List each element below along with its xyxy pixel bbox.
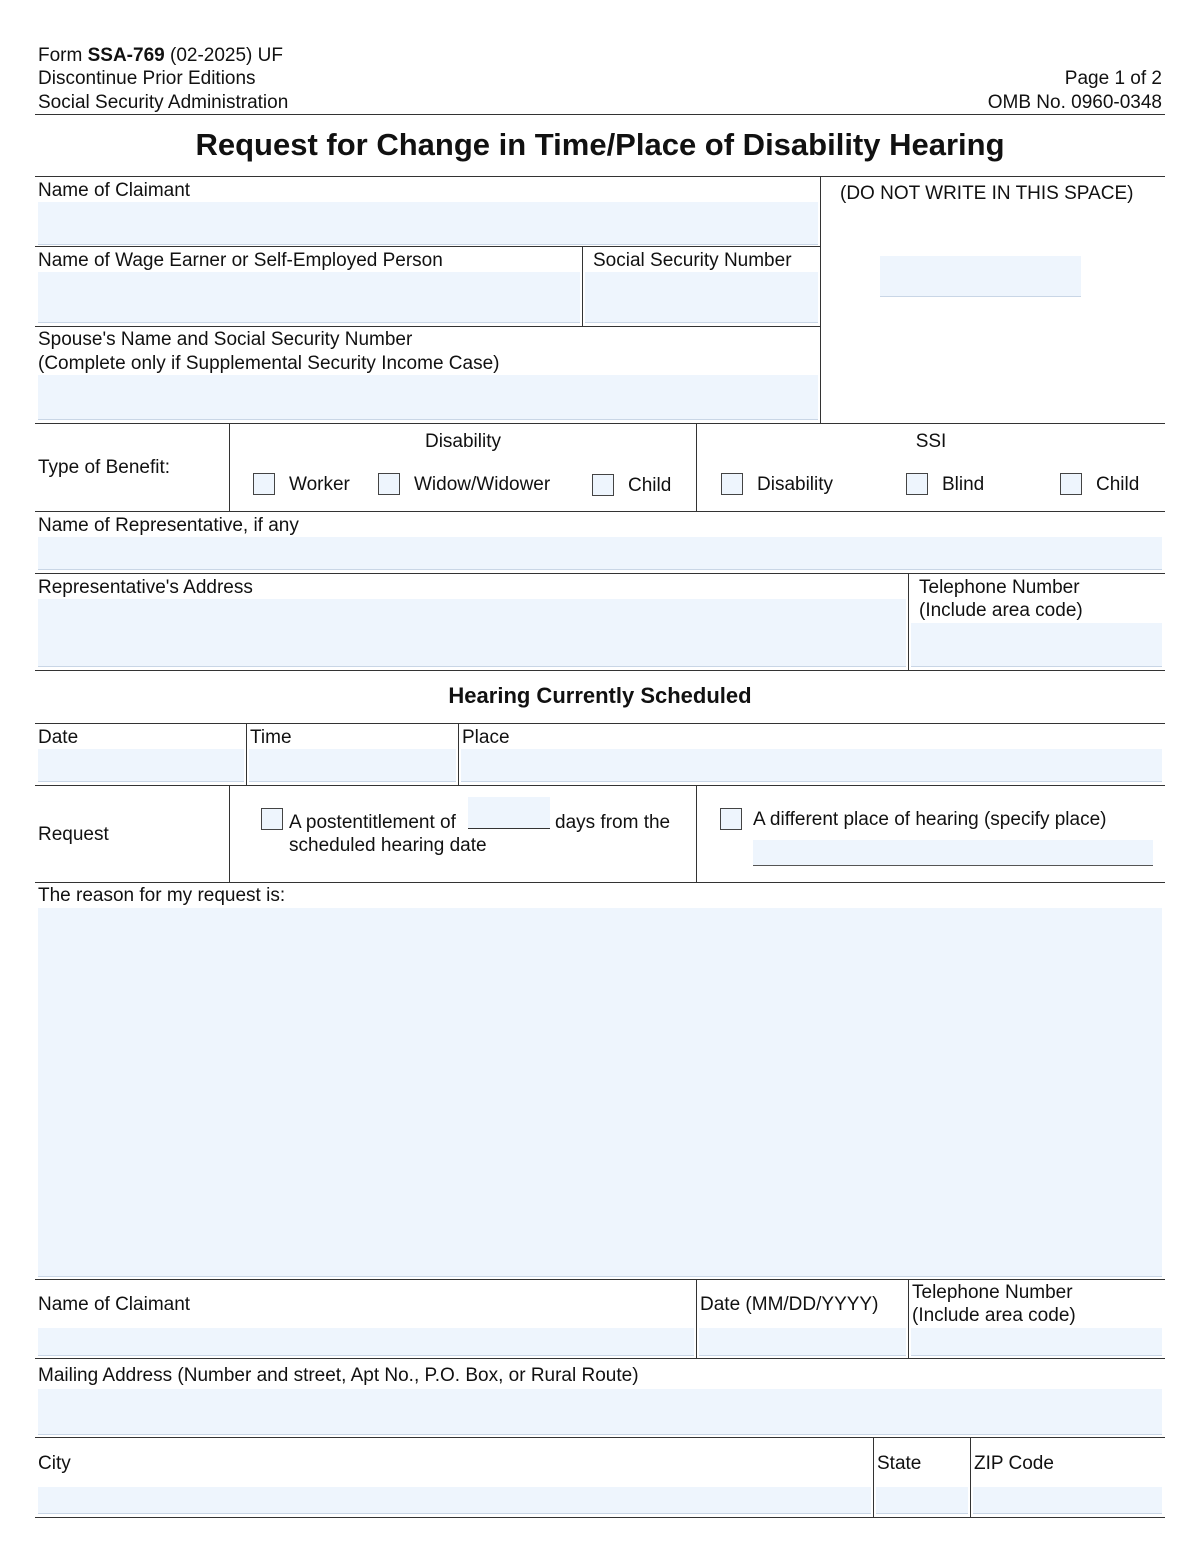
row-divider (35, 723, 1165, 724)
zip-label: ZIP Code (974, 1453, 1054, 1474)
header-divider (35, 114, 1165, 115)
rep-phone-label-line2: (Include area code) (919, 600, 1083, 621)
spouse-field[interactable] (38, 375, 818, 420)
col-divider (229, 785, 230, 882)
different-place-checkbox[interactable] (720, 808, 742, 830)
col-divider (458, 723, 459, 785)
representative-address-label: Representative's Address (38, 577, 253, 598)
hearing-section-title: Hearing Currently Scheduled (448, 683, 752, 708)
agency-text: Social Security Administration (38, 92, 289, 113)
form-id (38, 44, 283, 68)
col-divider (696, 1279, 697, 1358)
widow-checkbox[interactable] (378, 473, 400, 495)
mailing-address-field[interactable] (38, 1389, 1162, 1435)
col-divider (582, 246, 583, 326)
row-divider (35, 511, 1165, 512)
city-label: City (38, 1453, 71, 1474)
benefit-type-label: Type of Benefit: (38, 457, 171, 478)
hearing-time-field[interactable] (249, 749, 456, 782)
worker-checkbox[interactable] (253, 473, 275, 495)
postentitlement-checkbox[interactable] (261, 808, 283, 830)
row-divider (35, 423, 1165, 424)
reason-label: The reason for my request is: (38, 885, 286, 906)
postentitlement-days-field[interactable] (468, 797, 550, 829)
row-divider (35, 246, 820, 247)
worker-label: Worker (289, 474, 350, 495)
wage-earner-label: Name of Wage Earner or Self-Employed Person (38, 250, 443, 271)
bottom-divider (35, 1517, 1165, 1518)
ssi-blind-label: Blind (942, 474, 985, 495)
form-number: SSA-769 (87, 45, 165, 66)
representative-address-field[interactable] (38, 599, 906, 667)
wage-earner-field[interactable] (38, 272, 580, 323)
row-divider (35, 326, 820, 327)
claimant-date-label: Date (MM/DD/YYYY) (700, 1294, 879, 1315)
col-divider (908, 573, 909, 670)
city-field[interactable] (38, 1487, 871, 1514)
rep-phone-field[interactable] (911, 623, 1162, 667)
col-divider (970, 1437, 971, 1517)
representative-name-label: Name of Representative, if any (38, 515, 299, 536)
hearing-date-field[interactable] (38, 749, 244, 782)
form-prefix: Form (38, 45, 83, 66)
claimant-date-field[interactable] (699, 1328, 906, 1356)
col-divider (246, 723, 247, 785)
ssi-child-checkbox[interactable] (1060, 473, 1082, 495)
discontinue-text: Discontinue Prior Editions (38, 68, 256, 89)
state-label: State (877, 1453, 922, 1474)
do-not-write-label: (DO NOT WRITE IN THIS SPACE) (840, 183, 1134, 204)
col-divider (696, 785, 697, 882)
spouse-label-line1: Spouse's Name and Social Security Number (38, 329, 413, 350)
postentitlement-text-1: A postentitlement of (289, 812, 456, 833)
row-divider (35, 1279, 1165, 1280)
hearing-date-label: Date (38, 727, 79, 748)
zip-field[interactable] (973, 1487, 1162, 1514)
page-number: Page 1 of 2 (1064, 68, 1162, 89)
hearing-place-field[interactable] (461, 749, 1162, 782)
row-divider (35, 670, 1165, 671)
row-divider (35, 1437, 1165, 1438)
row-divider (35, 573, 1165, 574)
col-divider (820, 176, 821, 423)
ssn-label: Social Security Number (593, 250, 792, 271)
state-field[interactable] (876, 1487, 968, 1514)
representative-name-field[interactable] (38, 537, 1162, 570)
title-divider (35, 176, 1165, 177)
reason-field[interactable] (38, 908, 1162, 1277)
row-divider (35, 785, 1165, 786)
rep-phone-label-line1: Telephone Number (919, 577, 1080, 598)
child-checkbox[interactable] (592, 474, 614, 496)
row-divider (35, 1358, 1165, 1359)
col-divider (908, 1279, 909, 1358)
page-title: Request for Change in Time/Place of Disability Hearing (195, 127, 1005, 162)
claimant-name-label-2: Name of Claimant (38, 1294, 191, 1315)
claimant-phone-label-line2: (Include area code) (912, 1305, 1076, 1326)
request-label: Request (38, 824, 109, 845)
col-divider (873, 1437, 874, 1517)
mailing-address-label: Mailing Address (Number and street, Apt No., P.O. Box, or Rural Route) (38, 1365, 639, 1386)
ssi-disability-checkbox[interactable] (721, 473, 743, 495)
row-divider (35, 882, 1165, 883)
ssi-blind-checkbox[interactable] (906, 473, 928, 495)
office-use-field[interactable] (880, 256, 1081, 297)
disability-header: Disability (424, 431, 502, 452)
claimant-phone-field[interactable] (911, 1328, 1162, 1356)
ssn-field[interactable] (585, 272, 818, 323)
hearing-time-label: Time (250, 727, 292, 748)
omb-number: OMB No. 0960-0348 (987, 92, 1162, 113)
claimant-name-field-2[interactable] (38, 1328, 694, 1356)
ssi-child-label: Child (1096, 474, 1140, 495)
different-place-label: A different place of hearing (specify place) (753, 809, 1107, 830)
ssi-header: SSI (915, 431, 947, 452)
postentitlement-text-3: scheduled hearing date (289, 835, 487, 856)
claimant-name-label: Name of Claimant (38, 180, 191, 201)
spouse-label-line2: (Complete only if Supplemental Security Income Case) (38, 353, 500, 374)
widow-label: Widow/Widower (414, 474, 551, 495)
different-place-field[interactable] (753, 840, 1153, 866)
ssi-disability-label: Disability (757, 474, 834, 495)
claimant-name-field[interactable] (38, 202, 818, 245)
child-label: Child (628, 475, 672, 496)
postentitlement-text-2: days from the (555, 812, 671, 833)
hearing-place-label: Place (462, 727, 510, 748)
claimant-phone-label-line1: Telephone Number (912, 1282, 1073, 1303)
form-suffix: (02-2025) UF (170, 45, 283, 66)
